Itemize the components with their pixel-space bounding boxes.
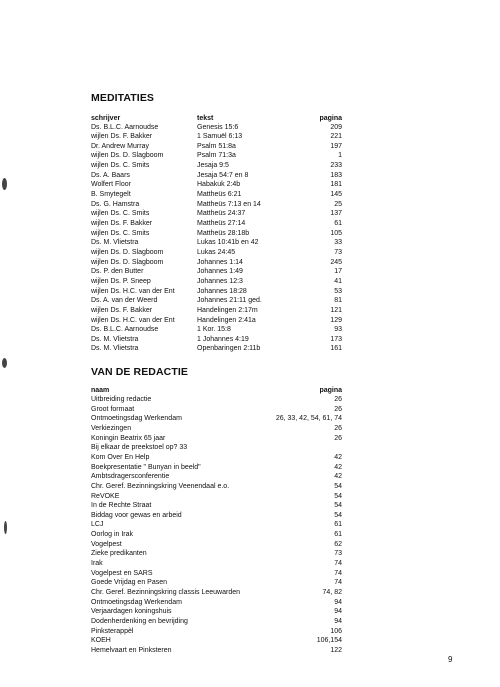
tekst-cell: Lukas 24:45 xyxy=(197,248,236,256)
schrijver-cell: Ds. G. Hamstra xyxy=(91,200,140,208)
tekst-cell: Mattheüs 27:14 xyxy=(197,220,246,227)
table-row xyxy=(0,493,500,502)
table-row xyxy=(0,191,500,200)
schrijver-cell: Ds. M. Vlietstra xyxy=(91,335,139,343)
pagina-cell: 61 xyxy=(334,521,342,529)
table-row xyxy=(0,201,500,210)
table-row xyxy=(0,326,500,335)
naam-cell: In de Rechte Straat xyxy=(91,502,152,510)
tekst-cell: Jesaja 9:5 xyxy=(197,162,229,170)
naam-cell: Dodenherdenking en bevrijding xyxy=(91,617,188,625)
table-row xyxy=(0,425,500,434)
schrijver-cell: Ds. B.L.C. Aarnoudse xyxy=(91,123,159,131)
table-row xyxy=(0,473,500,482)
pagina-cell: 221 xyxy=(330,133,342,141)
tekst-cell: Mattheüs 7:13 en 14 xyxy=(197,200,261,208)
table-row xyxy=(0,278,500,287)
meditaties-header-tekst: tekst xyxy=(197,115,214,122)
table-row xyxy=(0,259,500,268)
tekst-cell: Handelingen 2:17m xyxy=(197,306,258,314)
pagina-cell: 94 xyxy=(334,608,342,616)
schrijver-cell: Ds. M. Vlietstra xyxy=(91,239,139,247)
naam-cell: Ontmoetingsdag Werkendam xyxy=(91,415,182,423)
pagina-cell: 73 xyxy=(334,550,342,558)
table-row xyxy=(0,512,500,521)
schrijver-cell: Ds. B.L.C. Aarnoudse xyxy=(91,326,159,334)
tekst-cell: Habakuk 2:4b xyxy=(197,181,241,189)
pagina-cell: 17 xyxy=(334,268,342,276)
table-row xyxy=(0,406,500,415)
pagina-cell: 42 xyxy=(334,463,342,471)
table-row xyxy=(0,531,500,540)
schrijver-cell: wijlen Ds. H.C. van der Ent xyxy=(91,316,175,324)
table-row xyxy=(0,143,500,152)
schrijver-cell: wijlen Ds. D. Slagboom xyxy=(91,152,164,160)
naam-cell: Verkiezingen xyxy=(91,424,132,432)
tekst-cell: 1 Johannes 4:19 xyxy=(197,335,249,343)
schrijver-cell: wijlen Ds. P. Sneep xyxy=(91,277,151,285)
tekst-cell: Psalm 51:8a xyxy=(197,142,236,150)
pagina-cell: 93 xyxy=(334,326,342,334)
pagina-cell: 173 xyxy=(330,335,342,343)
table-row xyxy=(0,618,500,627)
table-row xyxy=(0,579,500,588)
table-row xyxy=(0,181,500,190)
schrijver-cell: wijlen Ds. C. Smits xyxy=(91,229,150,237)
pagina-cell: 245 xyxy=(330,258,342,266)
naam-cell: Bij elkaar de preekstoel op? 33 xyxy=(91,444,188,452)
schrijver-cell: Ds. P. den Butter xyxy=(91,268,144,276)
pagina-cell: 41 xyxy=(334,277,342,285)
table-row xyxy=(0,336,500,345)
pagina-cell: 73 xyxy=(334,248,342,256)
pagina-cell: 81 xyxy=(334,297,342,305)
schrijver-cell: Ds. A. van der Weerd xyxy=(91,297,158,305)
table-row xyxy=(0,307,500,316)
naam-cell: Goede Vrijdag en Pasen xyxy=(91,579,168,587)
tekst-cell: Johannes 1:49 xyxy=(197,268,243,276)
table-row xyxy=(0,239,500,248)
table-row xyxy=(0,172,500,181)
table-row xyxy=(0,162,500,171)
pagina-cell: 145 xyxy=(330,191,342,199)
pagina-cell: 54 xyxy=(334,511,342,519)
schrijver-cell: wijlen Ds. D. Slagboom xyxy=(91,248,164,256)
schrijver-cell: wijlen Ds. C. Smits xyxy=(91,210,150,218)
pagina-cell: 62 xyxy=(334,540,342,548)
schrijver-cell: wijlen Ds. F. Bakker xyxy=(91,133,153,141)
table-row xyxy=(0,152,500,161)
table-row xyxy=(0,550,500,559)
table-row xyxy=(0,608,500,617)
naam-cell: Oorlog in Irak xyxy=(91,531,134,539)
meditaties-header-schrijver: schrijver xyxy=(91,115,121,122)
redactie-header-pagina: pagina xyxy=(319,387,342,394)
tekst-cell: 1 Samuël 6:13 xyxy=(197,133,243,141)
tekst-cell: Mattheüs 28:18b xyxy=(197,229,250,237)
table-row xyxy=(0,220,500,229)
pagina-cell: 26 xyxy=(334,405,342,413)
table-row xyxy=(0,317,500,326)
table-row xyxy=(0,133,500,142)
schrijver-cell: Wolfert Floor xyxy=(91,181,131,189)
table-row xyxy=(0,396,500,405)
pagina-cell: 54 xyxy=(334,502,342,510)
pagina-cell: 54 xyxy=(334,492,342,500)
naam-cell: Verjaardagen koningshuis xyxy=(91,608,172,616)
pagina-cell: 209 xyxy=(330,123,342,131)
tekst-cell: Mattheüs 6:21 xyxy=(197,191,242,199)
tekst-cell: Handelingen 2:41a xyxy=(197,316,256,324)
table-row xyxy=(0,288,500,297)
tekst-cell: Johannes 12:3 xyxy=(197,277,243,285)
redactie-title: VAN DE REDACTIE xyxy=(91,366,188,378)
table-row xyxy=(0,521,500,530)
naam-cell: Ambtsdragersconferentie xyxy=(91,473,170,481)
table-row xyxy=(0,589,500,598)
naam-cell: Vogelpest en SARS xyxy=(91,569,153,577)
table-row xyxy=(0,230,500,239)
tekst-cell: Psalm 71:3a xyxy=(197,152,236,160)
tekst-cell: Jesaja 54:7 en 8 xyxy=(197,171,249,179)
pagina-cell: 74 xyxy=(334,560,342,568)
pagina-cell: 233 xyxy=(330,162,342,170)
pagina-cell: 74, 82 xyxy=(322,589,342,596)
pagina-cell: 1 xyxy=(338,152,342,160)
table-row xyxy=(0,297,500,306)
tekst-cell: Openbaringen 2:11b xyxy=(197,345,261,353)
schrijver-cell: wijlen Ds. F. Bakker xyxy=(91,306,153,314)
table-row xyxy=(0,464,500,473)
pagina-cell: 26, 33, 42, 54, 61, 74 xyxy=(275,415,342,423)
pagina-cell: 74 xyxy=(334,579,342,587)
pagina-cell: 33 xyxy=(334,239,342,247)
pagina-cell: 42 xyxy=(334,473,342,481)
pagina-cell: 94 xyxy=(334,598,342,606)
meditaties-header-pagina: pagina xyxy=(319,115,342,122)
naam-cell: Koningin Beatrix 65 jaar xyxy=(91,434,166,442)
tekst-cell: Johannes 21:11 ged. xyxy=(197,297,262,305)
table-row xyxy=(0,268,500,277)
table-row xyxy=(0,637,500,646)
pagina-cell: 53 xyxy=(334,287,342,295)
naam-cell: Vogelpest xyxy=(91,540,122,548)
schrijver-cell: Dr. Andrew Murray xyxy=(91,142,149,150)
tekst-cell: Lukas 10:41b en 42 xyxy=(197,239,259,247)
pagina-cell: 137 xyxy=(330,210,342,218)
meditaties-title: MEDITATIES xyxy=(91,92,155,104)
pagina-cell: 94 xyxy=(334,617,342,625)
pagina-cell: 129 xyxy=(330,316,342,324)
table-row xyxy=(0,628,500,637)
pagina-cell: 106 xyxy=(330,627,342,635)
pagina-cell: 74 xyxy=(334,569,342,577)
table-row xyxy=(0,541,500,550)
naam-cell: Kom Over En Help xyxy=(91,453,150,461)
table-row xyxy=(0,454,500,463)
table-row xyxy=(0,249,500,258)
naam-cell: Biddag voor gewas en arbeid xyxy=(91,511,182,519)
tekst-cell: Mattheüs 24:37 xyxy=(197,210,246,218)
table-row xyxy=(0,415,500,424)
naam-cell: KOEH xyxy=(91,637,111,645)
naam-cell: Chr. Geref. Bezinningskring Veenendaal e.o. xyxy=(91,482,230,490)
page-number: 9 xyxy=(448,655,453,664)
pagina-cell: 26 xyxy=(334,434,342,442)
naam-cell: Chr. Geref. Bezinningskring classis Leeuwarden xyxy=(91,589,241,596)
naam-cell: Hemelvaart en Pinksteren xyxy=(91,646,172,654)
schrijver-cell: Ds. M. Vlietstra xyxy=(91,345,139,353)
pagina-cell: 122 xyxy=(330,646,342,654)
naam-cell: Irak xyxy=(91,560,103,568)
naam-cell: ReVOKE xyxy=(91,492,120,500)
pagina-cell: 197 xyxy=(330,142,342,150)
table-row xyxy=(0,599,500,608)
pagina-cell: 26 xyxy=(334,424,342,432)
naam-cell: Pinksterappèl xyxy=(91,627,134,635)
table-row xyxy=(0,124,500,133)
naam-cell: Boekpresentatie " Bunyan in beeld" xyxy=(91,463,201,471)
schrijver-cell: B. Smytegelt xyxy=(91,191,131,199)
table-row xyxy=(0,444,500,453)
table-row xyxy=(0,502,500,511)
naam-cell: Ontmoetingsdag Werkendam xyxy=(91,598,182,606)
pagina-cell: 61 xyxy=(334,220,342,227)
pagina-cell: 121 xyxy=(330,306,342,314)
tekst-cell: 1 Kor. 15:8 xyxy=(197,326,231,334)
pagina-cell: 54 xyxy=(334,482,342,490)
tekst-cell: Johannes 18:28 xyxy=(197,287,247,295)
pagina-cell: 106,154 xyxy=(316,637,342,645)
naam-cell: Groot formaat xyxy=(91,405,135,413)
table-row xyxy=(0,560,500,569)
naam-cell: Zieke predikanten xyxy=(91,550,147,558)
naam-cell: Uitbreiding redactie xyxy=(91,396,152,403)
punch-hole-middle xyxy=(2,358,7,368)
schrijver-cell: Ds. A. Baars xyxy=(91,171,130,179)
table-row xyxy=(0,210,500,219)
pagina-cell: 61 xyxy=(334,531,342,539)
pagina-cell: 183 xyxy=(330,171,342,179)
schrijver-cell: wijlen Ds. H.C. van der Ent xyxy=(91,287,175,295)
pagina-cell: 25 xyxy=(334,200,342,208)
table-row xyxy=(0,435,500,444)
schrijver-cell: wijlen Ds. F. Bakker xyxy=(91,220,153,227)
schrijver-cell: wijlen Ds. D. Slagboom xyxy=(91,258,164,266)
tekst-cell: Johannes 1:14 xyxy=(197,258,243,266)
pagina-cell: 161 xyxy=(330,345,342,353)
table-row xyxy=(0,647,500,656)
table-row xyxy=(0,570,500,579)
pagina-cell: 26 xyxy=(334,396,342,403)
naam-cell: LCJ xyxy=(91,521,104,529)
pagina-cell: 105 xyxy=(330,229,342,237)
pagina-cell: 181 xyxy=(330,181,342,189)
tekst-cell: Genesis 15:6 xyxy=(197,123,239,131)
pagina-cell: 42 xyxy=(334,453,342,461)
table-row xyxy=(0,483,500,492)
redactie-header-naam: naam xyxy=(91,387,110,394)
table-row xyxy=(0,345,500,354)
schrijver-cell: wijlen Ds. C. Smits xyxy=(91,162,150,170)
